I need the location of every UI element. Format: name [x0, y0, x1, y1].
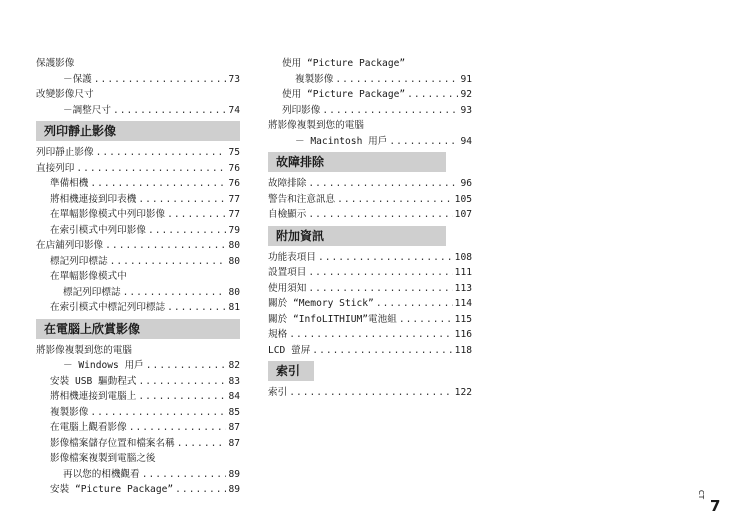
dot-leader: [90, 405, 226, 421]
dot-leader: [123, 285, 227, 301]
toc-entry-title: 索引: [268, 387, 288, 398]
toc-entry-title: 使用 “Picture Package”: [282, 89, 406, 100]
toc-entry[interactable]: [36, 192, 240, 208]
toc-entry-page: 122: [454, 387, 472, 398]
toc-entry[interactable]: [36, 72, 240, 88]
toc-entry[interactable]: [36, 300, 240, 316]
toc-entry[interactable]: [268, 296, 472, 312]
toc-entry-page: 89: [228, 468, 240, 480]
toc-entry[interactable]: [36, 389, 240, 405]
toc-entry[interactable]: [268, 118, 472, 134]
toc-entry-page: 85: [228, 406, 240, 418]
dot-leader: [167, 207, 226, 223]
toc-entry-title: 在店舖列印影像: [36, 240, 104, 251]
toc-entry[interactable]: [36, 451, 240, 467]
dot-leader: [308, 207, 452, 223]
toc-entry[interactable]: [36, 285, 240, 301]
toc-entry-page: 77: [228, 209, 240, 220]
toc-entry[interactable]: [36, 269, 240, 285]
dot-leader: [76, 161, 226, 177]
toc-entry[interactable]: [268, 265, 472, 281]
toc-entry[interactable]: [36, 207, 240, 223]
toc-entry-title: 影像檔案複製到電腦之後: [50, 453, 156, 464]
toc-entry-page: 116: [454, 329, 472, 340]
dot-leader: [138, 374, 226, 390]
toc-right-column: [268, 56, 472, 401]
dot-leader: [113, 103, 226, 119]
toc-entry[interactable]: [36, 420, 240, 436]
toc-entry-page: 84: [228, 391, 240, 402]
toc-entry-title: － Windows 用戶: [63, 360, 144, 371]
toc-entry[interactable]: [36, 145, 240, 161]
toc-entry-page: 108: [454, 251, 472, 263]
toc-left-column: [36, 56, 240, 498]
dot-leader: [148, 223, 227, 239]
toc-entry[interactable]: [36, 223, 240, 239]
toc-entry[interactable]: [36, 254, 240, 270]
toc-entry-title: 關於 “Memory Stick”: [268, 298, 374, 309]
dot-leader: [399, 312, 453, 328]
toc-entry[interactable]: [36, 238, 240, 254]
toc-entry-title: 設置項目: [268, 267, 307, 278]
toc-entry-page: 87: [228, 422, 240, 433]
toc-entry-page: 79: [228, 224, 240, 236]
toc-entry-page: 107: [454, 209, 472, 220]
toc-entry-title: 在單幅影像模式中列印影像: [50, 209, 166, 220]
dot-leader: [308, 265, 452, 281]
toc-entry-title: 警告和注意訊息: [268, 193, 336, 205]
toc-entry-title: 影像檔案儲存位置和檔案名稱: [50, 437, 175, 449]
section-heading-index: 索引: [268, 361, 314, 381]
toc-entry-title: 列印影像: [282, 104, 321, 116]
toc-entry-title: 規格: [268, 329, 288, 340]
section-heading-additional-info: 附加資訊: [268, 226, 446, 246]
toc-entry-title: 在索引模式中標記列印標誌: [50, 302, 166, 313]
toc-entry-page: 76: [228, 162, 240, 174]
dot-leader: [146, 358, 227, 374]
toc-entry[interactable]: [36, 343, 240, 359]
toc-entry[interactable]: [268, 327, 472, 343]
dot-leader: [289, 327, 452, 343]
toc-entry-page: 76: [228, 178, 240, 189]
toc-entry-title: 標記列印標誌: [50, 255, 108, 267]
toc-entry-page: 80: [228, 240, 240, 251]
dot-leader: [322, 103, 458, 119]
toc-entry-title: 將影像複製到您的電腦: [268, 120, 364, 131]
toc-entry[interactable]: [36, 405, 240, 421]
language-code: CT: [697, 490, 705, 500]
dot-leader: [90, 176, 226, 192]
toc-entry[interactable]: [268, 103, 472, 119]
toc-entry-page: 80: [228, 255, 240, 267]
toc-entry-page: 93: [460, 104, 472, 116]
toc-entry-page: 83: [228, 375, 240, 387]
dot-leader: [96, 145, 227, 161]
dot-leader: [110, 254, 227, 270]
toc-entry-page: 96: [460, 178, 472, 189]
toc-entry-title: －保護: [63, 73, 92, 85]
toc-entry[interactable]: [268, 72, 472, 88]
toc-entry-page: 105: [454, 193, 472, 205]
toc-entry-page: 118: [454, 344, 472, 356]
toc-entry-title: 改變影像尺寸: [36, 89, 94, 100]
toc-entry[interactable]: [268, 385, 472, 401]
toc-entry-title: －調整尺寸: [63, 104, 111, 116]
dot-leader: [312, 343, 452, 359]
toc-entry-title: 關於 “InfoLITHIUM”電池組: [268, 313, 397, 325]
toc-entry-title: 直接列印: [36, 162, 75, 174]
toc-entry-page: 82: [228, 360, 240, 371]
toc-entry-page: 75: [228, 147, 240, 158]
toc-entry[interactable]: [36, 467, 240, 483]
toc-entry-page: 80: [228, 286, 240, 298]
toc-entry-page: 81: [228, 302, 240, 313]
toc-entry-title: LCD 螢屏: [268, 344, 311, 356]
toc-entry-title: 將相機連接到電腦上: [50, 391, 137, 402]
toc-entry-title: 複製影像: [50, 406, 89, 418]
toc-entry[interactable]: [36, 87, 240, 103]
dot-leader: [308, 176, 458, 192]
toc-entry[interactable]: [268, 207, 472, 223]
dot-leader: [129, 420, 227, 436]
toc-entry-title: 標記列印標誌: [63, 286, 121, 298]
toc-entry-title: 保護影像: [36, 58, 75, 69]
dot-leader: [289, 385, 452, 401]
dot-leader: [94, 72, 227, 88]
dot-leader: [167, 300, 226, 316]
toc-entry[interactable]: [268, 176, 472, 192]
toc-entry-page: 74: [228, 104, 240, 116]
toc-entry[interactable]: [268, 134, 472, 150]
toc-entry[interactable]: [268, 343, 472, 359]
toc-entry-title: 故障排除: [268, 178, 307, 189]
dot-leader: [142, 467, 227, 483]
dot-leader: [177, 436, 227, 452]
section-heading-pc: 在電腦上欣賞影像: [36, 319, 240, 339]
toc-entry-title: 在單幅影像模式中: [50, 271, 127, 282]
toc-entry-page: 77: [228, 193, 240, 205]
toc-entry[interactable]: [36, 374, 240, 390]
toc-entry[interactable]: [36, 56, 240, 72]
dot-leader: [138, 389, 226, 405]
toc-entry[interactable]: [268, 312, 472, 328]
toc-entry-page: 114: [454, 298, 472, 309]
section-heading-print: 列印靜止影像: [36, 121, 240, 141]
toc-entry-page: 94: [460, 135, 472, 147]
toc-entry-title: 將相機連接到印表機: [50, 193, 137, 205]
toc-entry[interactable]: [268, 192, 472, 208]
toc-entry-page: 89: [228, 484, 240, 495]
toc-entry-title: 準備相機: [50, 178, 89, 189]
dot-leader: [105, 238, 226, 254]
dot-leader: [335, 72, 458, 88]
toc-entry-page: 115: [454, 313, 472, 325]
dot-leader: [407, 87, 458, 103]
toc-entry[interactable]: [268, 250, 472, 266]
dot-leader: [318, 250, 453, 266]
dot-leader: [376, 296, 453, 312]
toc-entry-page: 113: [454, 282, 472, 294]
dot-leader: [337, 192, 453, 208]
toc-entry[interactable]: [36, 482, 240, 498]
toc-entry-page: 111: [454, 267, 472, 278]
dot-leader: [308, 281, 452, 297]
dot-leader: [175, 482, 226, 498]
toc-entry-title: 安裝 “Picture Package”: [50, 484, 174, 495]
toc-entry-title: 在索引模式中列印影像: [50, 224, 146, 236]
toc-entry-page: 87: [228, 437, 240, 449]
dot-leader: [138, 192, 226, 208]
toc-entry[interactable]: [268, 281, 472, 297]
toc-entry-title: 功能表項目: [268, 251, 316, 263]
toc-entry-title: 使用 “Picture Package”: [282, 58, 406, 69]
dot-leader: [389, 134, 458, 150]
toc-entry[interactable]: [268, 56, 472, 72]
toc-entry-title: 安裝 USB 驅動程式: [50, 375, 137, 387]
toc-entry[interactable]: [36, 436, 240, 452]
section-heading-troubleshooting: 故障排除: [268, 152, 446, 172]
toc-entry[interactable]: [36, 176, 240, 192]
toc-entry-page: 73: [228, 73, 240, 85]
toc-entry-title: 再以您的相機觀看: [63, 468, 140, 480]
toc-entry-title: 在電腦上觀看影像: [50, 422, 127, 433]
toc-entry-page: 91: [460, 73, 472, 85]
toc-entry-title: － Macintosh 用戶: [295, 135, 388, 147]
toc-entry-title: 複製影像: [295, 73, 334, 85]
toc-entry-page: 92: [460, 89, 472, 100]
toc-entry-title: 自檢顯示: [268, 209, 307, 220]
toc-entry-title: 使用須知: [268, 282, 307, 294]
toc-entry-title: 列印靜止影像: [36, 147, 94, 158]
page-number: 7: [710, 497, 721, 515]
toc-entry[interactable]: [36, 358, 240, 374]
toc-entry[interactable]: [36, 103, 240, 119]
toc-entry[interactable]: [268, 87, 472, 103]
toc-entry[interactable]: [36, 161, 240, 177]
toc-entry-title: 將影像複製到您的電腦: [36, 344, 132, 356]
